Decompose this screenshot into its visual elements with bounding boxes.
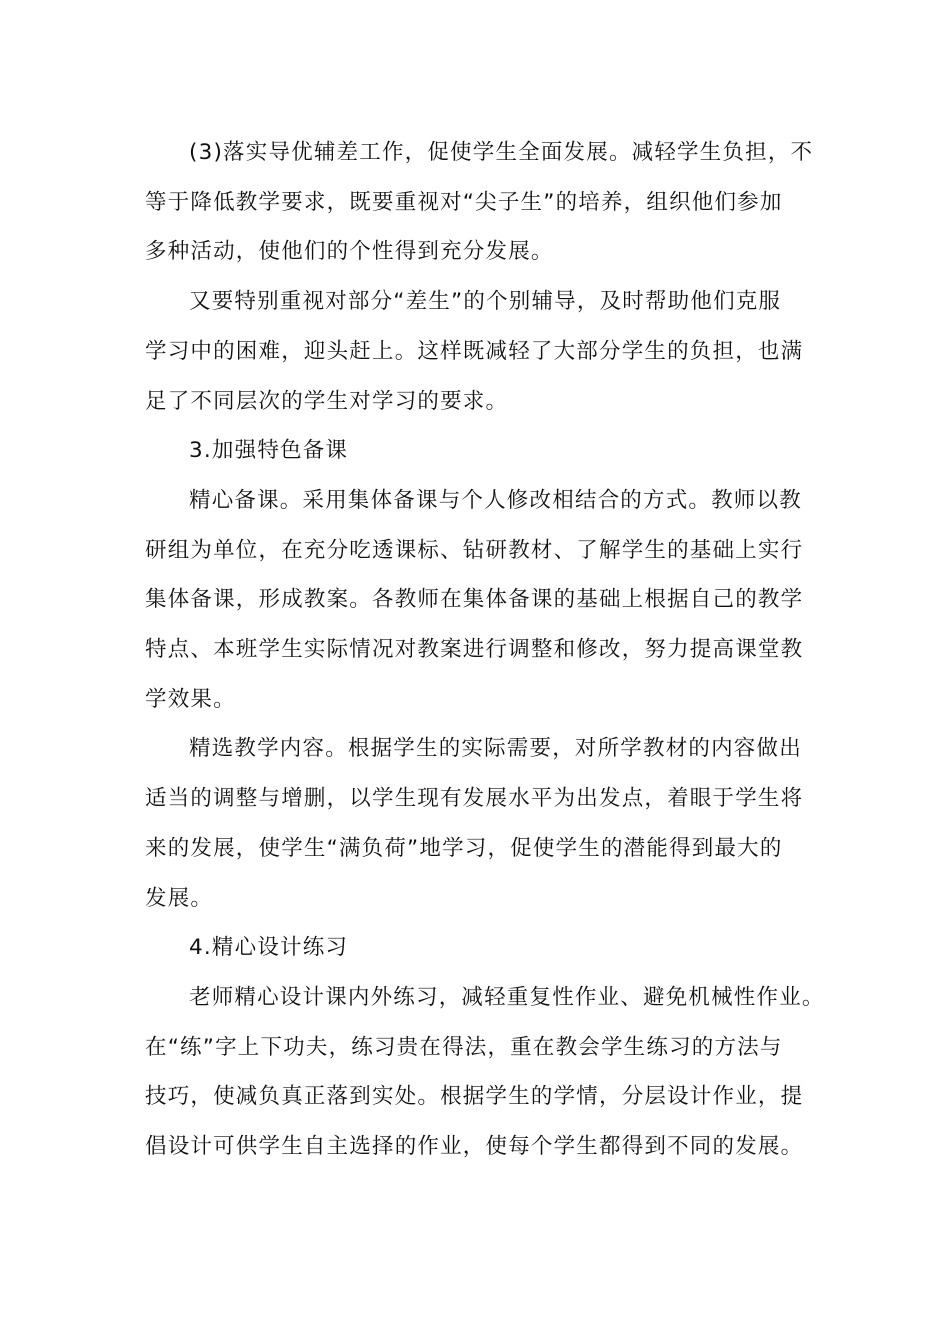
paragraph-2 <box>145 277 805 426</box>
text-line: 足了不同层次的学生对学习的要求。 <box>145 388 509 414</box>
text-line: 又要特别重视对部分“差生”的个别辅导，及时帮助他们克服 <box>189 289 782 315</box>
text-line: 适当的调整与增删，以学生现有发展水平为出发点，着眼于学生将 <box>145 786 804 812</box>
text-line: 学习中的困难，迎头赶上。这样既减轻了大部分学生的负担，也满 <box>145 338 804 364</box>
text-line: 精心备课。采用集体备课与个人修改相结合的方式。教师以教 <box>189 487 802 513</box>
text-line: 在“练”字上下功夫，练习贵在得法，重在教会学生练习的方法与 <box>145 1034 783 1060</box>
text-line: 来的发展，使学生“满负荷”地学习，促使学生的潜能得到最大的 <box>145 835 783 861</box>
text-line: 精选教学内容。根据学生的实际需要，对所学教材的内容做出 <box>189 736 802 762</box>
document-body <box>145 128 825 1172</box>
heading-text: 4.精心设计练习 <box>189 935 349 961</box>
text-line: (3)落实导优辅差工作，促使学生全面发展。减轻学生负担，不 <box>189 140 814 165</box>
text-line: 研组为单位，在充分吃透课标、钻研教材、了解学生的基础上实行 <box>145 537 804 563</box>
paragraph-5 <box>145 973 825 1172</box>
heading-text: 3.加强特色备课 <box>189 438 349 464</box>
text-line: 集体备课，形成教案。各教师在集体备课的基础上根据自己的教学 <box>145 587 804 613</box>
paragraph-3 <box>145 476 805 725</box>
text-line: 老师精心设计课内外练习，减轻重复性作业、避免机械性作业。 <box>189 984 825 1010</box>
text-line: 倡设计可供学生自主选择的作业，使每个学生都得到不同的发展。 <box>145 1134 804 1160</box>
paragraph-4 <box>145 724 805 923</box>
text-line: 学效果。 <box>145 686 236 712</box>
section-heading-3 <box>145 426 805 476</box>
section-heading-4 <box>145 923 805 973</box>
paragraph-1 <box>145 128 814 277</box>
text-line: 特点、本班学生实际情况对教案进行调整和修改，努力提高课堂教 <box>145 637 804 663</box>
text-line: 技巧，使减负真正落到实处。根据学生的学情，分层设计作业，提 <box>145 1084 804 1110</box>
text-line: 等于降低教学要求，既要重视对“尖子生”的培养，组织他们参加 <box>145 189 783 215</box>
text-line: 多种活动，使他们的个性得到充分发展。 <box>145 239 554 265</box>
text-line: 发展。 <box>145 885 214 911</box>
